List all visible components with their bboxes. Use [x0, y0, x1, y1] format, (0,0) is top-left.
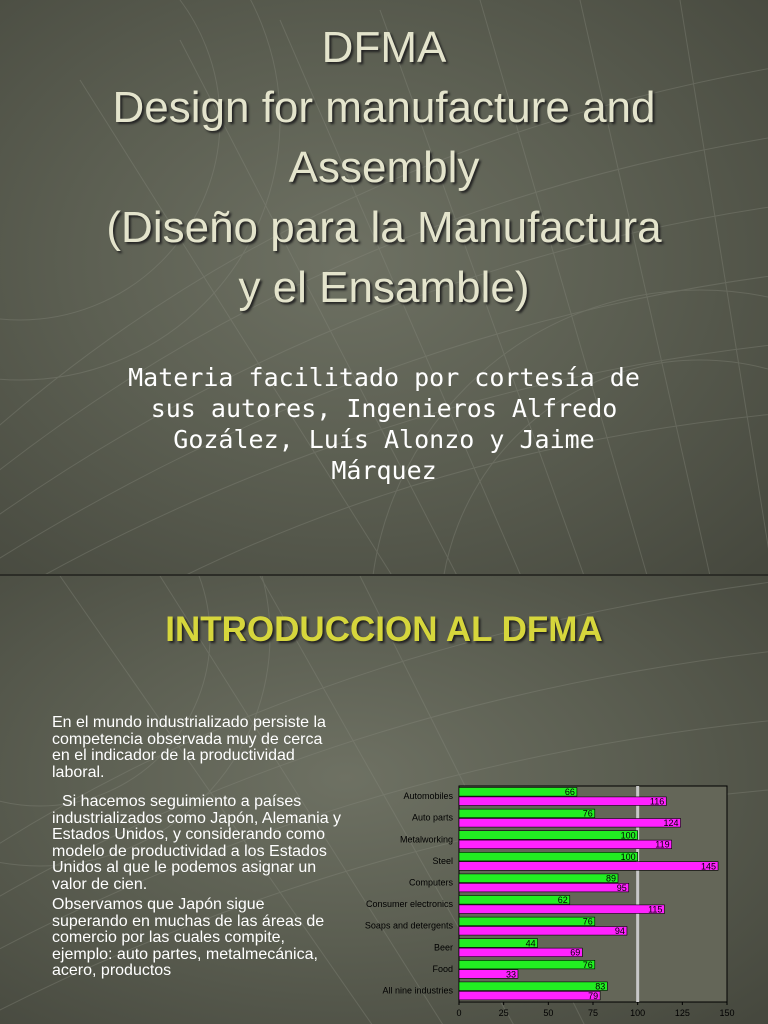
data-label: 76 — [582, 808, 593, 819]
bar — [459, 862, 718, 871]
x-tick-label: 125 — [674, 1008, 690, 1018]
data-label: 33 — [505, 969, 516, 980]
category-label: Food — [432, 963, 453, 974]
category-label: All nine industries — [382, 985, 453, 996]
bar — [459, 948, 582, 957]
x-tick-label: 50 — [543, 1008, 554, 1018]
bar — [459, 809, 595, 818]
data-label: 115 — [648, 904, 663, 915]
data-label: 94 — [614, 926, 625, 937]
subtitle-line-4: Márquez — [331, 456, 437, 485]
body-paragraph-2: Si hacemos seguimiento a países industrializados como Japón, Alemania y Estados Unidos, y considerando como modelo de productividad a los Estados Unidos al que le podemos asignar un valor de cien. — [52, 793, 342, 893]
data-label: 62 — [557, 895, 568, 906]
category-label: Metalworking — [399, 834, 453, 845]
x-tick-label: 25 — [498, 1008, 509, 1018]
category-label: Beer — [433, 942, 453, 953]
x-tick-label: 100 — [630, 1008, 646, 1018]
data-label: 145 — [701, 861, 717, 872]
x-tick-label: 150 — [719, 1008, 735, 1018]
category-label: Consumer electronics — [365, 899, 453, 910]
x-tick-label: 75 — [587, 1008, 599, 1018]
title-line-5: y el Ensamble) — [238, 263, 530, 312]
title-line-3: Assembly — [288, 143, 480, 192]
bar — [459, 819, 681, 828]
category-label: Soaps and detergents — [364, 920, 453, 931]
data-label: 116 — [649, 796, 665, 807]
category-label: Auto parts — [411, 812, 453, 823]
body-paragraph-3: Observamos que Japón sigue superando en muchas de las áreas de comercio por las cuales compite, ejemplo: auto partes, metalmecánica, acero, productos — [52, 896, 325, 979]
bar — [459, 788, 577, 797]
subtitle-line-1: Materia facilitado por cortesía de — [128, 363, 640, 392]
data-label: 76 — [582, 959, 593, 970]
data-label: 79 — [588, 990, 599, 1001]
title-line-4: (Diseño para la Manufactura — [106, 203, 662, 252]
category-label: Steel — [432, 855, 453, 866]
data-label: 89 — [605, 873, 617, 884]
bar — [459, 896, 570, 905]
bar — [459, 852, 638, 861]
data-label: 100 — [620, 830, 636, 841]
bar — [459, 840, 672, 849]
bar — [459, 905, 664, 914]
subtitle-line-2: sus autores, Ingenieros Alfredo — [150, 394, 618, 423]
title-line-2: Design for manufacture and — [112, 83, 656, 132]
category-label: Automobiles — [403, 791, 453, 802]
productivity-bar-chart — [330, 776, 740, 1024]
title-line-1: DFMA — [321, 23, 447, 72]
bar — [459, 883, 629, 892]
bar — [459, 927, 627, 936]
bar — [459, 991, 600, 1000]
bar — [459, 982, 607, 991]
data-label: 44 — [525, 938, 536, 949]
slide-introduction — [0, 576, 768, 1024]
x-tick-label: 0 — [456, 1008, 462, 1018]
slide-subtitle — [0, 362, 768, 486]
bar — [459, 960, 595, 969]
slide-heading: INTRODUCCION AL DFMA — [165, 610, 603, 649]
bar — [459, 831, 638, 840]
bar — [459, 874, 618, 883]
data-label: 69 — [570, 947, 581, 958]
subtitle-line-3: Gozález, Luís Alonzo y Jaime — [173, 425, 595, 454]
category-label: Computers — [408, 877, 453, 888]
body-paragraph-1: En el mundo industrializado persiste la competencia observada muy de cerca en el indicador de la productividad laboral. — [52, 714, 326, 781]
bar — [459, 917, 595, 926]
data-label: 66 — [564, 787, 575, 798]
data-label: 100 — [620, 851, 636, 862]
data-label: 83 — [595, 981, 606, 992]
data-label: 124 — [663, 818, 679, 829]
slide-title-heading — [0, 18, 768, 318]
data-label: 119 — [655, 839, 670, 850]
data-label: 76 — [582, 916, 593, 927]
data-label: 95 — [616, 882, 627, 893]
bar — [459, 797, 666, 806]
slide-body-text — [52, 715, 342, 993]
